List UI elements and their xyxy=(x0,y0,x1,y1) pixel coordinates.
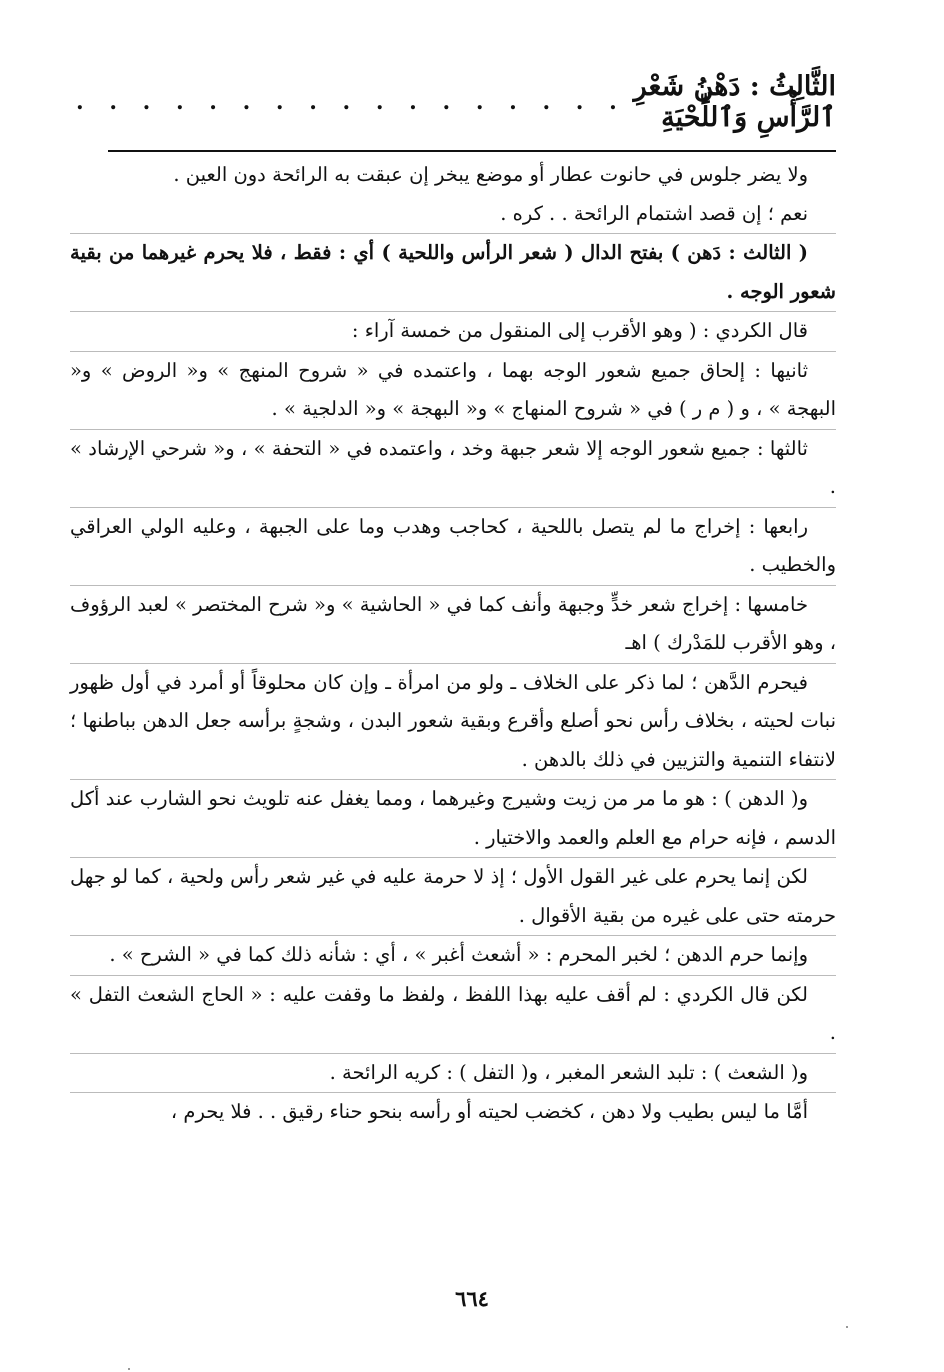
header-title: الثَّالِثُ : دَهْنُ شَعْرِ ٱلرَّأْسِ وَٱللِّحْيَةِ xyxy=(633,71,836,133)
page-body xyxy=(70,156,836,1132)
paragraph: رابعها : إخراج ما لم يتصل باللحية ، كحاجب وهدب وما على الجبهة ، وعليه الولي العراقي والخطيب . xyxy=(70,507,836,585)
running-header xyxy=(70,71,836,133)
paragraph: ثانيها : إلحاق جميع شعور الوجه بهما ، واعتمده في « شروح المنهج » و« الروض » و« البهجة » ، و ( م ر ) في « شروح المنهاج » و« البهجة » و« الدلجية » . xyxy=(70,351,836,429)
header-leader-dots: . . . . . . . . . . . . . . . . . xyxy=(76,89,626,115)
paragraph: ولا يضر جلوس في حانوت عطار أو موضع يبخر إن عبقت به الرائحة دون العين . xyxy=(173,163,808,186)
scan-speck xyxy=(846,1326,848,1328)
header-rule xyxy=(108,150,836,152)
paragraph: وإنما حرم الدهن ؛ لخبر المحرم : « أشعث أغبر » ، أي : شأنه ذلك كما في « الشرح » . xyxy=(70,935,836,975)
paragraph: أمَّا ما ليس بطيب ولا دهن ، كخضب لحيته أو رأسه بنحو حناء رقيق . . فلا يحرم ، xyxy=(70,1092,836,1132)
paragraph: و( الشعث ) : تلبد الشعر المغبر ، و( التفل ) : كريه الرائحة . xyxy=(70,1053,836,1093)
paragraph: ثالثها : جميع شعور الوجه إلا شعر جبهة وخد ، واعتمده في « التحفة » ، و« شرحي الإرشاد » . xyxy=(70,429,836,507)
paragraph: ( الثالث : دَهن ) بفتح الدال ( شعر الرأس واللحية ) أي : فقط ، فلا يحرم غيرهما من بقية شعور الوجه . xyxy=(70,233,836,311)
paragraph: لكن إنما يحرم على غير القول الأول ؛ إذ لا حرمة عليه في غير شعر رأس ولحية ، كما لو جهل حرمته حتى على غيره من بقية الأقوال . xyxy=(70,857,836,935)
paragraph: لكن قال الكردي : لم أقف عليه بهذا اللفظ ، ولفظ ما وقفت عليه : « الحاج الشعث التفل » . xyxy=(70,975,836,1053)
paragraph: فيحرم الدَّهن ؛ لما ذكر على الخلاف ـ ولو من امرأة ـ وإن كان محلوقاً أو أمرد في أول ظهور نبات لحيته ، بخلاف رأس نحو أصلع وأقرع وبقية شعور البدن ، وشجةٍ برأسه جعل الدهن بباطنها ؛ لانتفاء التنمية والتزيين في ذلك بالدهن . xyxy=(70,663,836,780)
scan-speck xyxy=(128,1368,130,1370)
page-number: ٦٦٤ xyxy=(455,1286,489,1311)
paragraph: قال الكردي : ( وهو الأقرب إلى المنقول من خمسة آراء : xyxy=(70,311,836,351)
paragraph: نعم ؛ إن قصد اشتمام الرائحة . . كره . xyxy=(500,201,808,225)
paragraph: خامسها : إخراج شعر خدٍّ وجبهة وأنف كما في « الحاشية » و« شرح المختصر » لعبد الرؤوف ، وهو الأقرب للمَدْرك ) اهـ xyxy=(70,585,836,663)
paragraph: و( الدهن ) : هو ما مر من زيت وشيرج وغيرهما ، ومما يغفل عنه تلويث نحو الشارب عند أكل الدسم ، فإنه حرام مع العلم والعمد والاختيار . xyxy=(70,779,836,857)
